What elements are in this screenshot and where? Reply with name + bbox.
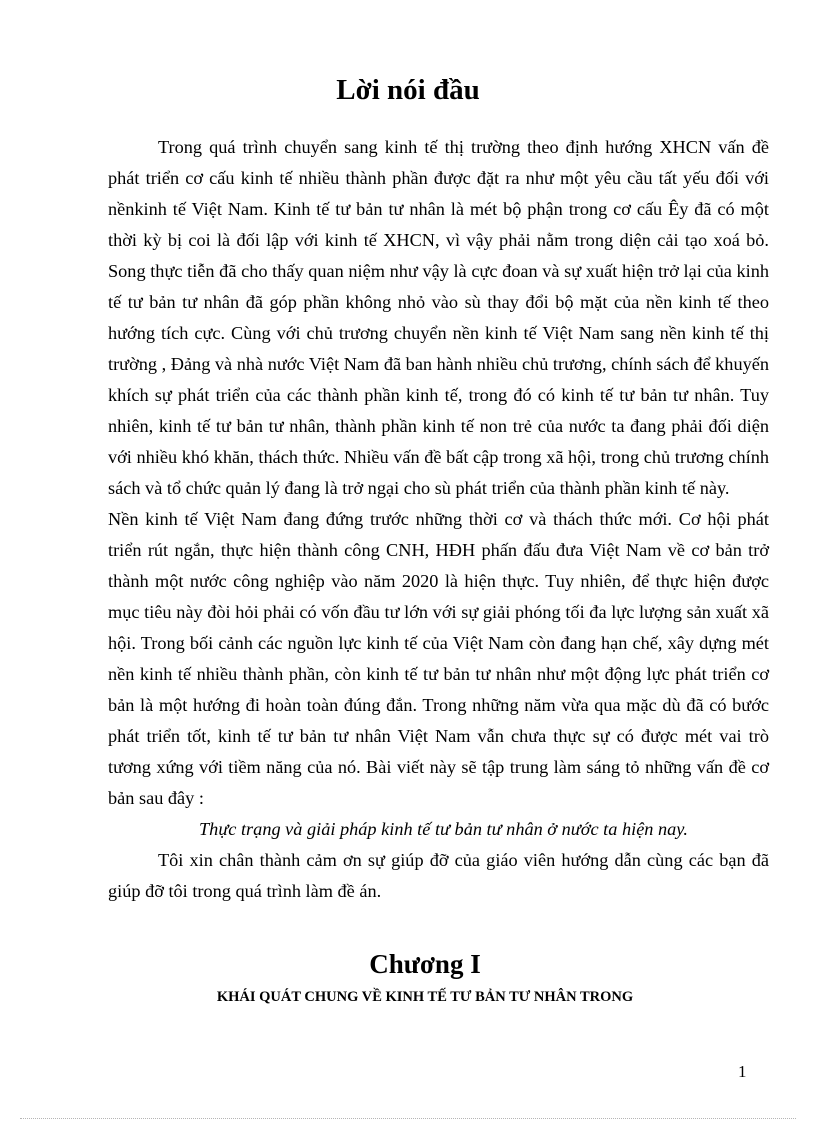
- page-number: 1: [738, 1062, 747, 1081]
- body-text: [108, 132, 769, 907]
- chapter-title: Chương I: [369, 949, 481, 979]
- paragraph-thanks: Tôi xin chân thành cảm ơn sự giúp đỡ của giáo viên hướng dẫn cùng các bạn đã giúp đỡ tôi trong quá trình làm đề án.: [108, 850, 769, 901]
- chapter-subtitle: KHÁI QUÁT CHUNG VỀ KINH TẾ TƯ BẢN TƯ NHÂN TRONG: [216, 989, 634, 1005]
- page-title: Lời nói đầu: [336, 74, 480, 106]
- paragraph-context: Nền kinh tế Việt Nam đang đứng trước những thời cơ và thách thức mới. Cơ hội phát triển rút ngắn, thực hiện thành công CNH, HĐH phấn đấu đưa Việt Nam về cơ bản trở thành một nước công nghiệp vào năm 2020 là hiện thực. Tuy nhiên, để thực hiện được mục tiêu này đòi hỏi phải có vốn đầu tư lớn với sự giải phóng tối đa lực lượng sản xuất xã hội. Trong bối cảnh các nguồn lực kinh tế của Việt Nam còn đang hạn chế, xây dựng mét nền kinh tế nhiều thành phần, còn kinh tế tư bản tư nhân như một động lực phát triển cơ bản là một hướng đi hoàn toàn đúng đắn. Trong những năm vừa qua mặc dù đã có bước phát triển tốt, kinh tế tư bản tư nhân Việt Nam vẫn chưa thực sự có được mét vai trò tương xứng với tiềm năng của nó. Bài viết này sẽ tập trung làm sáng tỏ những vấn đề cơ bản sau đây :: [108, 509, 769, 808]
- page-bottom-rule: [20, 1118, 796, 1119]
- paragraph-intro: Trong quá trình chuyển sang kinh tế thị trường theo định hướng XHCN vấn đề phát triển cơ cấu kinh tế nhiều thành phần được đặt ra như một yêu cầu tất yếu đối với nềnkinh tế Việt Nam. Kinh tế tư bản tư nhân là mét bộ phận trong cơ cấu Êy đã có một thời kỳ bị coi là đối lập với kinh tế XHCN, vì vậy phải nằm trong diện cải tạo xoá bỏ. Song thực tiễn đã cho thấy quan niệm như vậy là cực đoan và sự xuất hiện trở lại của kinh tế tư bản tư nhân đã góp phần không nhỏ vào sù thay đổi bộ mặt của nền kinh tế theo hướng tích cực. Cùng với chủ trương chuyển nền kinh tế Việt Nam sang nền kinh tế thị trường , Đảng và nhà nước Việt Nam đã ban hành nhiều chủ trương, chính sách để khuyến khích sự phát triển của các thành phần kinh tế, trong đó có kinh tế tư bản tư nhân. Tuy nhiên, kinh tế tư bản tư nhân, thành phần kinh tế non trẻ của nước ta đang phải đối diện với nhiều khó khăn, thách thức. Nhiều vấn đề bất cập trong xã hội, trong chủ trương chính sách và tổ chức quản lý đang là trở ngại cho sù phát triển của thành phần kinh tế này.: [108, 137, 769, 498]
- paragraph-topic: Thực trạng và giải pháp kinh tế tư bản tư nhân ở nước ta hiện nay.: [199, 819, 688, 839]
